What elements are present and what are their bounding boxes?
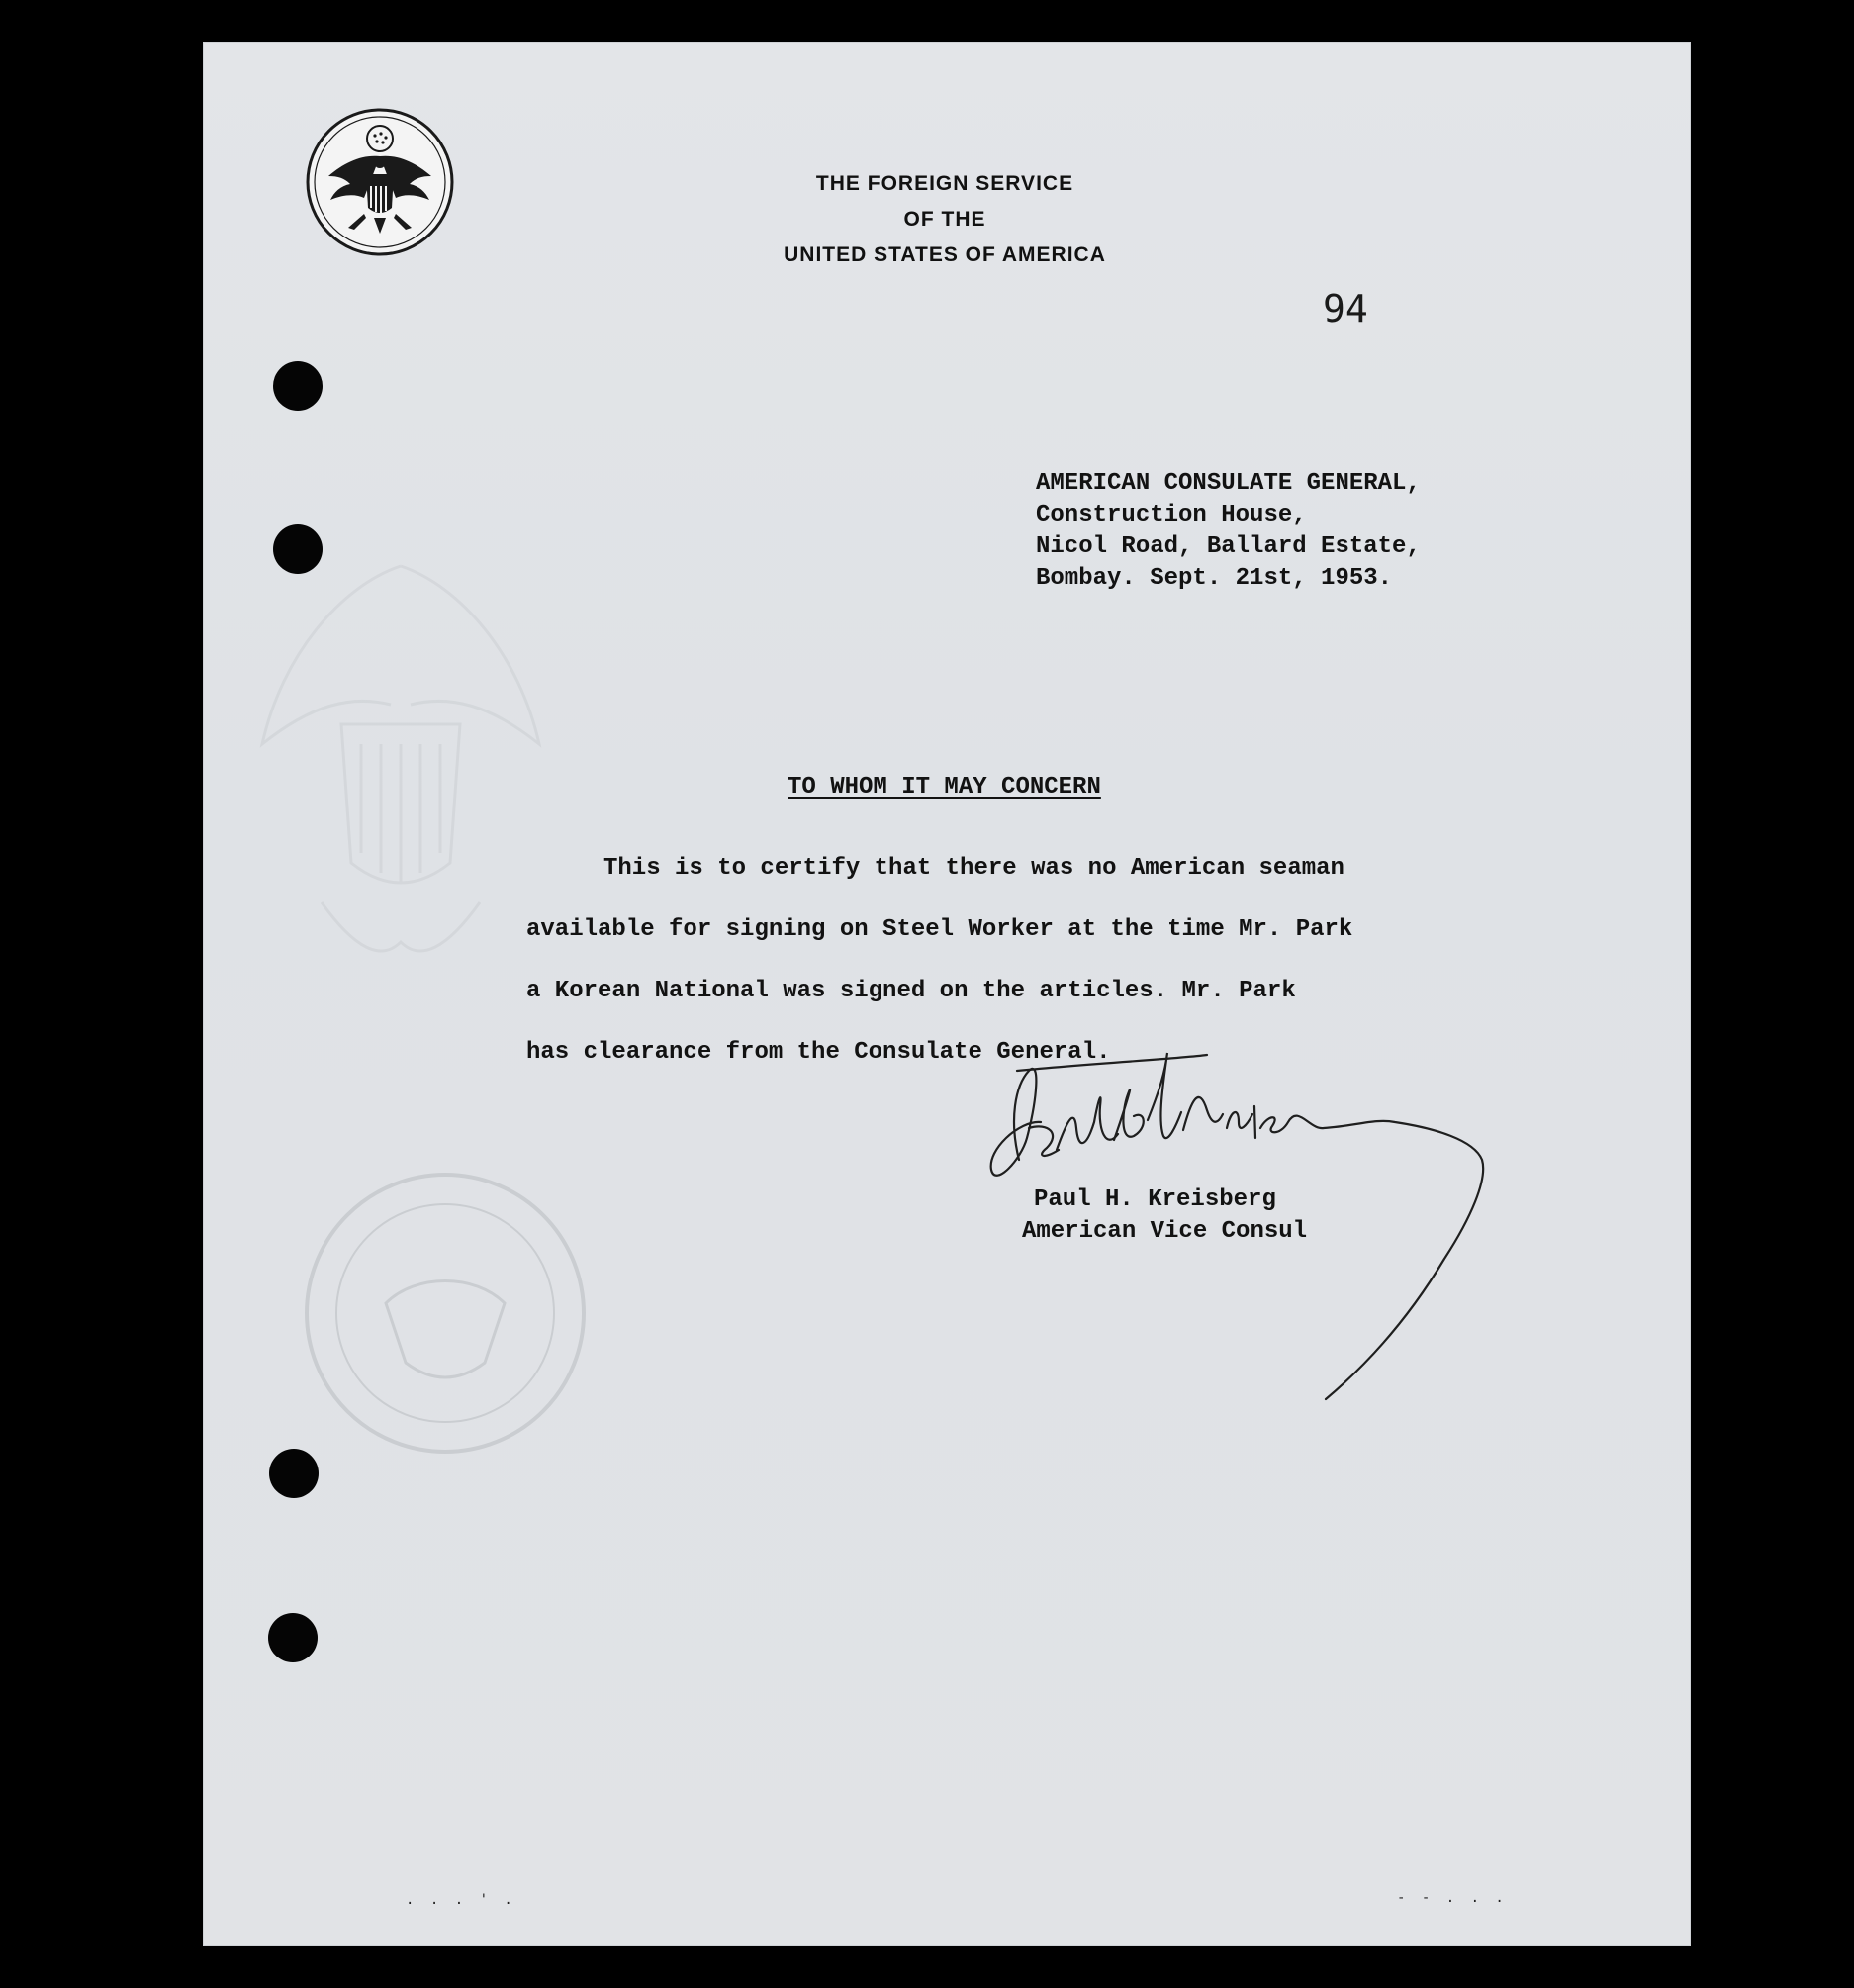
punch-hole [268, 1613, 318, 1662]
address-line: Nicol Road, Ballard Estate, [1036, 533, 1421, 560]
body-line: available for signing on Steel Worker at the time Mr. Park [526, 916, 1353, 943]
great-seal-icon [305, 107, 455, 257]
document-page [203, 42, 1691, 1946]
signatory-title: American Vice Consul [1022, 1218, 1308, 1245]
embossed-seal-icon [297, 1165, 594, 1462]
punch-hole [273, 361, 323, 411]
address-line: Construction House, [1036, 502, 1307, 528]
letterhead-line: UNITED STATES OF AMERICA [784, 243, 1106, 266]
body-line: a Korean National was signed on the articles. Mr. Park [526, 978, 1296, 1004]
signatory-name: Paul H. Kreisberg [1034, 1186, 1276, 1213]
letterhead-line: OF THE [903, 208, 986, 231]
faded-eagle-watermark-icon [223, 507, 579, 1021]
letterhead-line: THE FOREIGN SERVICE [815, 172, 1074, 195]
punch-hole [269, 1449, 319, 1498]
letterhead [737, 166, 1153, 273]
page-number: 94 [1323, 287, 1368, 331]
scan-artifact: . . . ' . [406, 1892, 516, 1908]
address-line: Bombay. Sept. 21st, 1953. [1036, 565, 1393, 592]
body-line: This is to certify that there was no American seaman [603, 855, 1344, 882]
body-line: has clearance from the Consulate General. [526, 1039, 1111, 1066]
address-line: AMERICAN CONSULATE GENERAL, [1036, 470, 1421, 497]
punch-hole [273, 524, 323, 574]
sender-address [1036, 468, 1421, 595]
scan-artifact: - - . . . [1397, 1890, 1508, 1906]
letter-heading: TO WHOM IT MAY CONCERN [788, 774, 1101, 801]
signatory-block [1022, 1184, 1308, 1248]
